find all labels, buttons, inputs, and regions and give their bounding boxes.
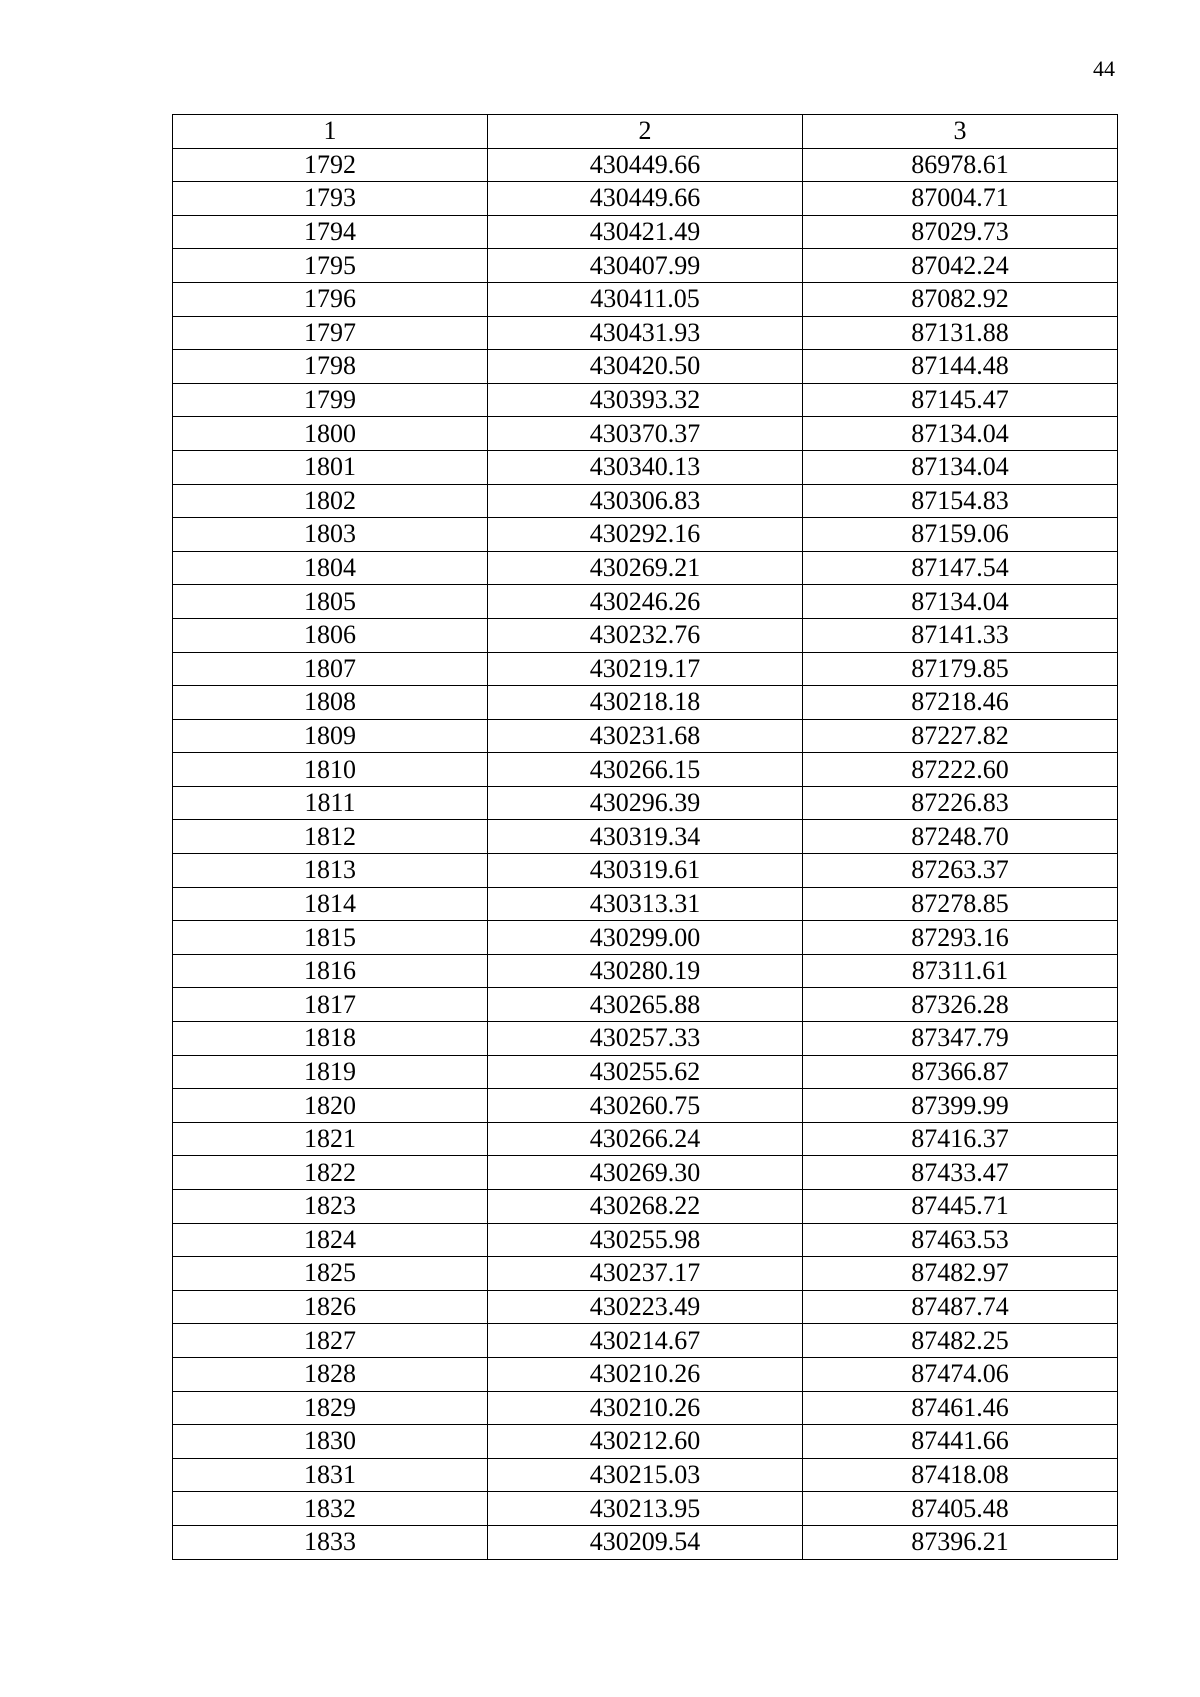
x-coordinate-cell: 430223.49 — [488, 1290, 803, 1324]
table-body — [173, 148, 1118, 1559]
point-number-cell: 1832 — [173, 1492, 488, 1526]
y-coordinate-cell: 87418.08 — [803, 1458, 1118, 1492]
y-coordinate-cell: 87222.60 — [803, 753, 1118, 787]
table-row — [173, 1156, 1118, 1190]
y-coordinate-cell: 87159.06 — [803, 518, 1118, 552]
x-coordinate-cell: 430313.31 — [488, 887, 803, 921]
y-coordinate-cell: 87445.71 — [803, 1190, 1118, 1224]
table-row — [173, 1190, 1118, 1224]
x-coordinate-cell: 430218.18 — [488, 686, 803, 720]
y-coordinate-cell: 87461.46 — [803, 1391, 1118, 1425]
table-row — [173, 1257, 1118, 1291]
table-row — [173, 1055, 1118, 1089]
point-number-cell: 1815 — [173, 921, 488, 955]
x-coordinate-cell: 430210.26 — [488, 1391, 803, 1425]
table-row — [173, 1122, 1118, 1156]
y-coordinate-cell: 87416.37 — [803, 1122, 1118, 1156]
x-coordinate-cell: 430319.61 — [488, 854, 803, 888]
table-row — [173, 182, 1118, 216]
x-coordinate-cell: 430266.24 — [488, 1122, 803, 1156]
y-coordinate-cell: 87433.47 — [803, 1156, 1118, 1190]
y-coordinate-cell: 87131.88 — [803, 316, 1118, 350]
x-coordinate-cell: 430209.54 — [488, 1525, 803, 1559]
x-coordinate-cell: 430269.21 — [488, 551, 803, 585]
y-coordinate-cell: 87179.85 — [803, 652, 1118, 686]
table-row — [173, 148, 1118, 182]
y-coordinate-cell: 87227.82 — [803, 719, 1118, 753]
point-number-cell: 1793 — [173, 182, 488, 216]
y-coordinate-cell: 87311.61 — [803, 954, 1118, 988]
x-coordinate-cell: 430268.22 — [488, 1190, 803, 1224]
y-coordinate-cell: 87463.53 — [803, 1223, 1118, 1257]
x-coordinate-cell: 430407.99 — [488, 249, 803, 283]
point-number-cell: 1829 — [173, 1391, 488, 1425]
table-row — [173, 1525, 1118, 1559]
x-coordinate-cell: 430449.66 — [488, 148, 803, 182]
x-coordinate-cell: 430260.75 — [488, 1089, 803, 1123]
table-row — [173, 215, 1118, 249]
x-coordinate-cell: 430213.95 — [488, 1492, 803, 1526]
table-row — [173, 921, 1118, 955]
x-coordinate-cell: 430231.68 — [488, 719, 803, 753]
y-coordinate-cell: 87042.24 — [803, 249, 1118, 283]
y-coordinate-cell: 87396.21 — [803, 1525, 1118, 1559]
table-row — [173, 618, 1118, 652]
point-number-cell: 1794 — [173, 215, 488, 249]
point-number-cell: 1828 — [173, 1357, 488, 1391]
x-coordinate-cell: 430265.88 — [488, 988, 803, 1022]
x-coordinate-cell: 430370.37 — [488, 417, 803, 451]
y-coordinate-cell: 87441.66 — [803, 1425, 1118, 1459]
point-number-cell: 1825 — [173, 1257, 488, 1291]
point-number-cell: 1795 — [173, 249, 488, 283]
point-number-cell: 1817 — [173, 988, 488, 1022]
x-coordinate-cell: 430296.39 — [488, 786, 803, 820]
y-coordinate-cell: 87263.37 — [803, 854, 1118, 888]
table-row — [173, 753, 1118, 787]
point-number-cell: 1807 — [173, 652, 488, 686]
point-number-cell: 1798 — [173, 350, 488, 384]
y-coordinate-cell: 87278.85 — [803, 887, 1118, 921]
x-coordinate-cell: 430269.30 — [488, 1156, 803, 1190]
point-number-cell: 1830 — [173, 1425, 488, 1459]
x-coordinate-cell: 430237.17 — [488, 1257, 803, 1291]
x-coordinate-cell: 430421.49 — [488, 215, 803, 249]
y-coordinate-cell: 87141.33 — [803, 618, 1118, 652]
x-coordinate-cell: 430393.32 — [488, 383, 803, 417]
point-number-cell: 1824 — [173, 1223, 488, 1257]
x-coordinate-cell: 430246.26 — [488, 585, 803, 619]
x-coordinate-cell: 430214.67 — [488, 1324, 803, 1358]
point-number-cell: 1803 — [173, 518, 488, 552]
y-coordinate-cell: 87487.74 — [803, 1290, 1118, 1324]
y-coordinate-cell: 87134.04 — [803, 585, 1118, 619]
x-coordinate-cell: 430212.60 — [488, 1425, 803, 1459]
x-coordinate-cell: 430449.66 — [488, 182, 803, 216]
x-coordinate-cell: 430280.19 — [488, 954, 803, 988]
point-number-cell: 1827 — [173, 1324, 488, 1358]
table-row — [173, 350, 1118, 384]
table-row — [173, 786, 1118, 820]
table-row — [173, 954, 1118, 988]
x-coordinate-cell: 430232.76 — [488, 618, 803, 652]
point-number-cell: 1811 — [173, 786, 488, 820]
table-row — [173, 417, 1118, 451]
point-number-cell: 1810 — [173, 753, 488, 787]
y-coordinate-cell: 87147.54 — [803, 551, 1118, 585]
table-row — [173, 1492, 1118, 1526]
y-coordinate-cell: 87248.70 — [803, 820, 1118, 854]
point-number-cell: 1806 — [173, 618, 488, 652]
x-coordinate-cell: 430255.98 — [488, 1223, 803, 1257]
table-row — [173, 1290, 1118, 1324]
x-coordinate-cell: 430319.34 — [488, 820, 803, 854]
header-cell-2: 2 — [488, 115, 803, 149]
table-row — [173, 316, 1118, 350]
point-number-cell: 1801 — [173, 450, 488, 484]
x-coordinate-cell: 430340.13 — [488, 450, 803, 484]
point-number-cell: 1808 — [173, 686, 488, 720]
table-row — [173, 383, 1118, 417]
point-number-cell: 1809 — [173, 719, 488, 753]
y-coordinate-cell: 87004.71 — [803, 182, 1118, 216]
table-row — [173, 450, 1118, 484]
table-row — [173, 1357, 1118, 1391]
table-row — [173, 1223, 1118, 1257]
x-coordinate-cell: 430411.05 — [488, 282, 803, 316]
y-coordinate-cell: 87029.73 — [803, 215, 1118, 249]
y-coordinate-cell: 87399.99 — [803, 1089, 1118, 1123]
y-coordinate-cell: 87347.79 — [803, 1022, 1118, 1056]
point-number-cell: 1797 — [173, 316, 488, 350]
table-row — [173, 854, 1118, 888]
point-number-cell: 1799 — [173, 383, 488, 417]
table-row — [173, 249, 1118, 283]
header-row — [173, 115, 1118, 149]
x-coordinate-cell: 430215.03 — [488, 1458, 803, 1492]
table-row — [173, 484, 1118, 518]
coordinates-table — [172, 114, 1118, 1560]
x-coordinate-cell: 430292.16 — [488, 518, 803, 552]
table-row — [173, 1391, 1118, 1425]
x-coordinate-cell: 430266.15 — [488, 753, 803, 787]
table-row — [173, 1089, 1118, 1123]
table-row — [173, 652, 1118, 686]
x-coordinate-cell: 430306.83 — [488, 484, 803, 518]
y-coordinate-cell: 87482.97 — [803, 1257, 1118, 1291]
table-row — [173, 282, 1118, 316]
point-number-cell: 1812 — [173, 820, 488, 854]
y-coordinate-cell: 87145.47 — [803, 383, 1118, 417]
table-row — [173, 887, 1118, 921]
x-coordinate-cell: 430299.00 — [488, 921, 803, 955]
x-coordinate-cell: 430257.33 — [488, 1022, 803, 1056]
y-coordinate-cell: 87474.06 — [803, 1357, 1118, 1391]
point-number-cell: 1831 — [173, 1458, 488, 1492]
table-row — [173, 719, 1118, 753]
table-row — [173, 551, 1118, 585]
page-number: 44 — [1093, 56, 1115, 81]
point-number-cell: 1800 — [173, 417, 488, 451]
point-number-cell: 1804 — [173, 551, 488, 585]
y-coordinate-cell: 87405.48 — [803, 1492, 1118, 1526]
table-row — [173, 585, 1118, 619]
y-coordinate-cell: 87482.25 — [803, 1324, 1118, 1358]
header-cell-3: 3 — [803, 115, 1118, 149]
table-row — [173, 820, 1118, 854]
table-row — [173, 686, 1118, 720]
x-coordinate-cell: 430420.50 — [488, 350, 803, 384]
point-number-cell: 1814 — [173, 887, 488, 921]
table-header — [173, 115, 1118, 149]
y-coordinate-cell: 87326.28 — [803, 988, 1118, 1022]
y-coordinate-cell: 86978.61 — [803, 148, 1118, 182]
point-number-cell: 1805 — [173, 585, 488, 619]
x-coordinate-cell: 430210.26 — [488, 1357, 803, 1391]
point-number-cell: 1802 — [173, 484, 488, 518]
table-row — [173, 1022, 1118, 1056]
y-coordinate-cell: 87134.04 — [803, 450, 1118, 484]
point-number-cell: 1826 — [173, 1290, 488, 1324]
y-coordinate-cell: 87293.16 — [803, 921, 1118, 955]
point-number-cell: 1796 — [173, 282, 488, 316]
y-coordinate-cell: 87082.92 — [803, 282, 1118, 316]
y-coordinate-cell: 87134.04 — [803, 417, 1118, 451]
point-number-cell: 1822 — [173, 1156, 488, 1190]
header-cell-1: 1 — [173, 115, 488, 149]
y-coordinate-cell: 87366.87 — [803, 1055, 1118, 1089]
y-coordinate-cell: 87154.83 — [803, 484, 1118, 518]
point-number-cell: 1820 — [173, 1089, 488, 1123]
point-number-cell: 1823 — [173, 1190, 488, 1224]
point-number-cell: 1818 — [173, 1022, 488, 1056]
table-row — [173, 518, 1118, 552]
x-coordinate-cell: 430219.17 — [488, 652, 803, 686]
table-row — [173, 1324, 1118, 1358]
point-number-cell: 1813 — [173, 854, 488, 888]
point-number-cell: 1821 — [173, 1122, 488, 1156]
x-coordinate-cell: 430431.93 — [488, 316, 803, 350]
table-row — [173, 1458, 1118, 1492]
table-row — [173, 988, 1118, 1022]
point-number-cell: 1819 — [173, 1055, 488, 1089]
point-number-cell: 1792 — [173, 148, 488, 182]
point-number-cell: 1833 — [173, 1525, 488, 1559]
point-number-cell: 1816 — [173, 954, 488, 988]
x-coordinate-cell: 430255.62 — [488, 1055, 803, 1089]
y-coordinate-cell: 87226.83 — [803, 786, 1118, 820]
y-coordinate-cell: 87218.46 — [803, 686, 1118, 720]
y-coordinate-cell: 87144.48 — [803, 350, 1118, 384]
table-row — [173, 1425, 1118, 1459]
